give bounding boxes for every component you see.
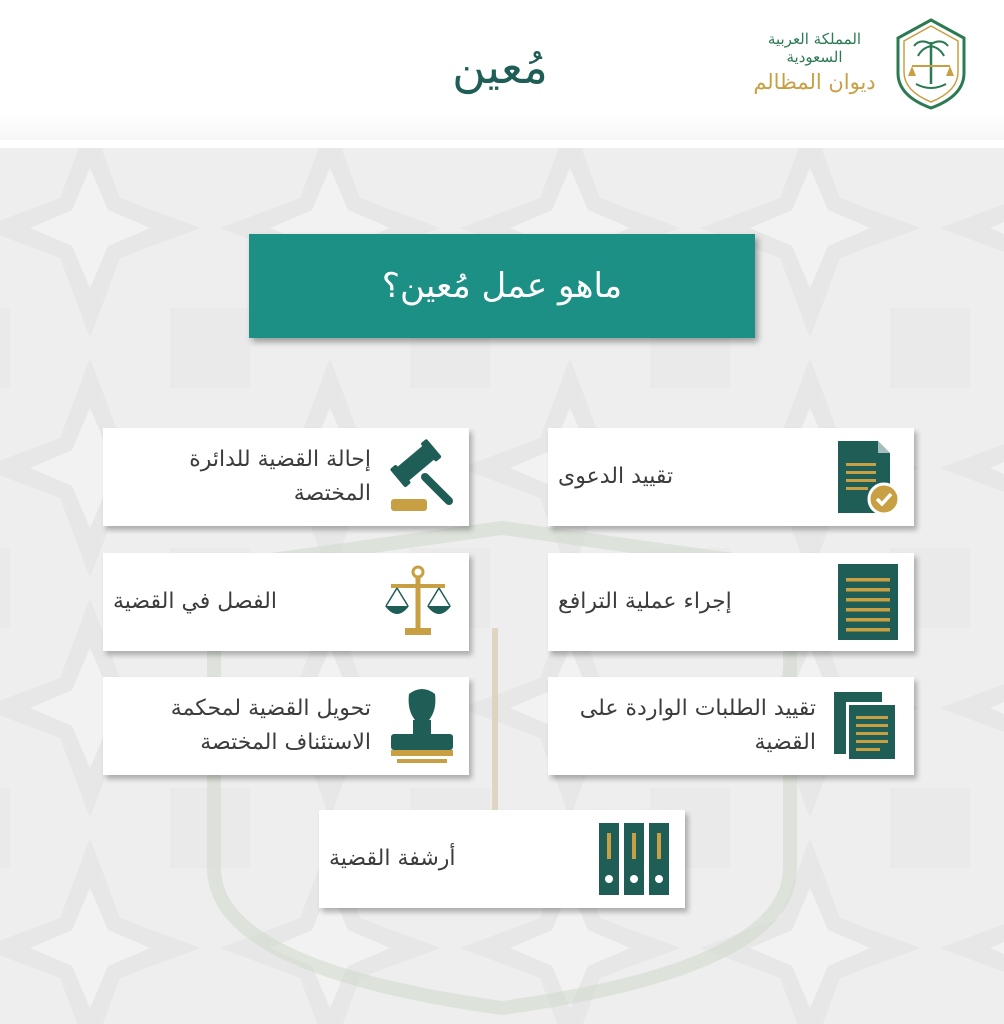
question-text: ماهو عمل مُعين؟ [381,266,623,306]
card-label: الفصل في القضية [113,589,277,614]
organization-name-calligraphy: ديوان المظالم [753,70,876,94]
card-pleading-process [548,553,914,651]
card-case-referral [103,428,469,526]
card-appeal-transfer [103,677,469,775]
organization-logo-text [742,30,887,94]
gavel-icon [387,437,457,517]
card-case-archiving [319,810,685,908]
card-label: تقييد الطلبات الواردة على القضية [579,696,816,755]
header [0,0,1004,140]
organization-name-line: المملكة العربية السعودية [767,30,862,66]
card-label: أرشفة القضية [329,846,456,871]
archive-binders-icon [595,819,675,899]
emblem-icon [894,18,968,110]
card-label: إحالة القضية للدائرة المختصة [189,447,371,506]
card-label: إجراء عملية الترافع [558,589,732,614]
card-label: تقييد الدعوى [558,464,674,489]
stamp-icon [387,686,457,766]
card-case-registration [548,428,914,526]
scales-icon [383,562,453,642]
card-case-judgment [103,553,469,651]
card-requests-registration [548,677,914,775]
document-lines-icon [832,562,902,642]
document-check-icon [832,437,902,517]
card-label: تحويل القضية لمحكمة الاستئناف المختصة [170,696,371,755]
documents-stack-icon [832,686,902,766]
app-title: مُعين [452,40,548,94]
question-banner [249,234,755,338]
